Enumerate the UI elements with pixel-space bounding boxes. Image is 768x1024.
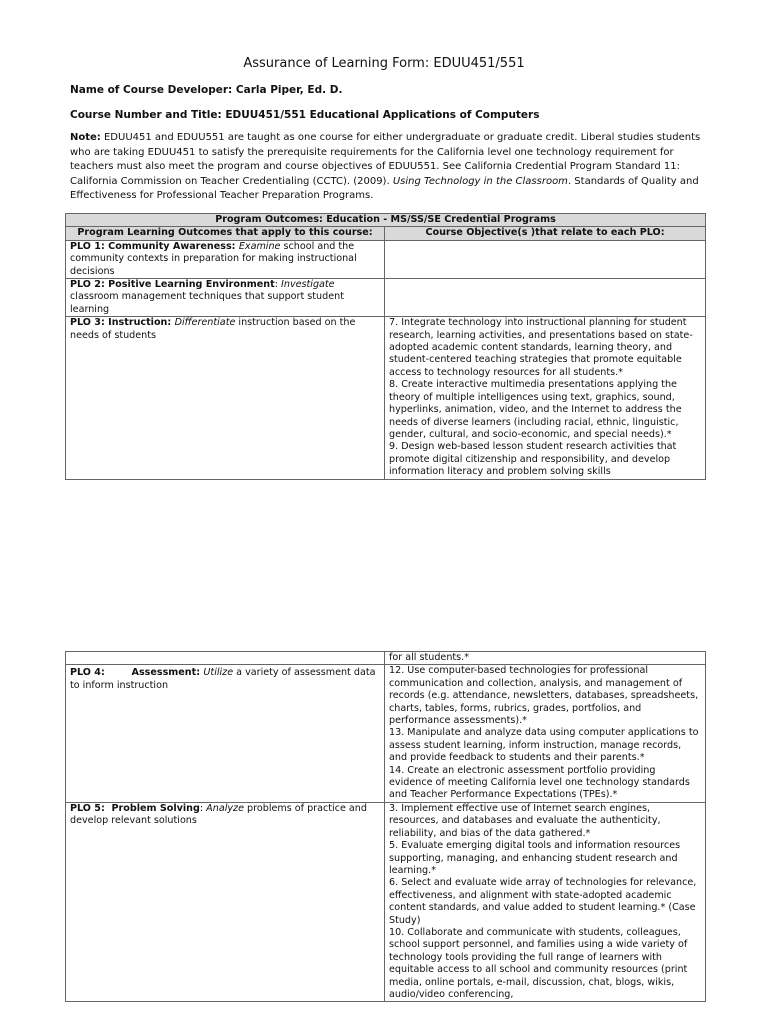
plo-cell	[66, 317, 385, 479]
note-paragraph	[70, 131, 710, 204]
plo-description: instruction based on the needs of students	[70, 317, 356, 341]
objective-item: 13. Manipulate and analyze data using computer applications to assess student learning, inform instruction, manage records, and provide feedback to students and their parents.*	[389, 727, 699, 764]
plo-title: PLO 2: Positive Learning Environment	[70, 279, 275, 291]
note-text-1: EDUU451 and EDUU551 are taught as one course for either undergraduate or graduate credit. Liberal studies students who are taking EDUU451 to satisfy the prerequisite requirements for the California level one technology requirement for teachers must also meet the program and course objectives of EDUU551. See California Credential Program Standard 11: California Commission on Teacher Credentialing (CCTC). (2009).	[70, 132, 701, 187]
plo-verb: Examine	[238, 240, 281, 252]
table-row	[66, 279, 706, 317]
plo-description: a variety of assessment data to inform instruction	[70, 667, 376, 691]
objectives-cell	[385, 317, 706, 479]
plo-verb: Differentiate	[174, 317, 236, 329]
table-row	[66, 240, 706, 278]
plo-description: school and the community contexts in preparation for making instructional decisions	[70, 240, 357, 277]
objective-item: 7. Integrate technology into instructional planning for student research, learning activities, and presentations based on state-adopted academic content standards, learning theory, and student-centered teaching strategies that promote equitable access to technology resources for all students.*	[389, 317, 693, 378]
objective-item: 5. Evaluate emerging digital tools and information resources supporting, managing, and enhancing student research and learning.*	[389, 840, 681, 876]
table-row	[66, 665, 706, 802]
plo-cell	[66, 665, 385, 802]
objective-item: 3. Implement effective use of Internet search engines, resources, and databases and evaluate the authenticity, reliability, and bias of the data gathered.*	[389, 802, 661, 839]
objective-item: 9. Design web-based lesson student research activities that promote digital citizenship and responsibility, and develop information literacy and problem solving skills	[389, 441, 677, 478]
form-title: Assurance of Learning Form: EDUU451/551	[243, 56, 525, 71]
objective-item: 6. Select and evaluate wide array of technologies for relevance, effectiveness, and alignment with state-adopted academic content standards, and value added to student learning.* (Case Study)	[389, 877, 697, 926]
note-label: Note:	[70, 132, 101, 143]
objectives-cell	[385, 802, 706, 1002]
objectives-cell	[385, 279, 706, 317]
table-banner: Program Outcomes: Education - MS/SS/SE Credential Programs	[66, 214, 706, 227]
plo-cell	[66, 802, 385, 1002]
plo-separator: :	[199, 802, 207, 814]
note-italic: Using Technology in the Classroom	[392, 175, 568, 187]
plo-description: problems of practice and develop relevant solutions	[70, 802, 367, 827]
course-developer: Name of Course Developer: Carla Piper, Ed. D.	[70, 84, 343, 96]
plo-cell	[66, 279, 385, 317]
note-text-2: . Standards of Quality and Effectiveness for Professional Teacher Preparation Programs.	[70, 175, 699, 201]
objective-item: 10. Collaborate and communicate with students, colleagues, school support personnel, and families using a wide variety of technology tools providing the full range of learners with equitable access to all school and community resources (print media, online portals, e-mail, discussion, chat, blogs, wikis, audio/video conferencing,	[389, 926, 688, 1000]
plo-verb: Utilize	[203, 667, 234, 679]
plo-title: PLO 5: Problem Solving	[70, 802, 200, 814]
plo-title: PLO 3: Instruction:	[70, 317, 175, 329]
plo-cell	[66, 652, 385, 665]
objective-item: 8. Create interactive multimedia presentations applying the theory of multiple intelligences using text, graphics, sound, hyperlinks, animation, video, and the Internet to address the needs of diverse learners (including racial, ethnic, linguistic, gender, cultural, and socio-economic, and special needs).*	[389, 379, 682, 440]
table-row	[66, 317, 706, 479]
course-number-title: Course Number and Title: EDUU451/551 Educational Applications of Computers	[70, 109, 540, 121]
table-row	[66, 652, 706, 665]
objective-continued: for all students.*	[385, 652, 706, 665]
program-outcomes-table	[65, 213, 706, 480]
plo-verb: Investigate	[281, 279, 335, 291]
plo-cell	[66, 240, 385, 278]
column-header-objectives: Course Objective(s )that relate to each PLO:	[385, 227, 706, 240]
plo-title: PLO 4: Assessment:	[70, 667, 204, 679]
plo-title: PLO 1: Community Awareness:	[70, 240, 239, 252]
objective-item: 14. Create an electronic assessment portfolio providing evidence of meeting California level one technology standards and Teacher Performance Expectations (TPEs).*	[389, 764, 690, 801]
objective-item: 12. Use computer-based technologies for professional communication and collection, analysis, and management of records (e.g. attendance, newsletters, databases, spreadsheets, charts, tables, forms, rubrics, grades, portfolios, and performance assessments).*	[389, 665, 699, 727]
column-header-plo: Program Learning Outcomes that apply to this course:	[66, 227, 385, 240]
table-row	[66, 802, 706, 1002]
objectives-cell	[385, 665, 706, 802]
program-outcomes-table-continued	[65, 651, 706, 1002]
plo-separator: :	[274, 279, 282, 291]
plo-verb: Analyze	[206, 802, 244, 814]
plo-description: classroom management techniques that support student learning	[70, 291, 344, 315]
objectives-cell	[385, 240, 706, 278]
